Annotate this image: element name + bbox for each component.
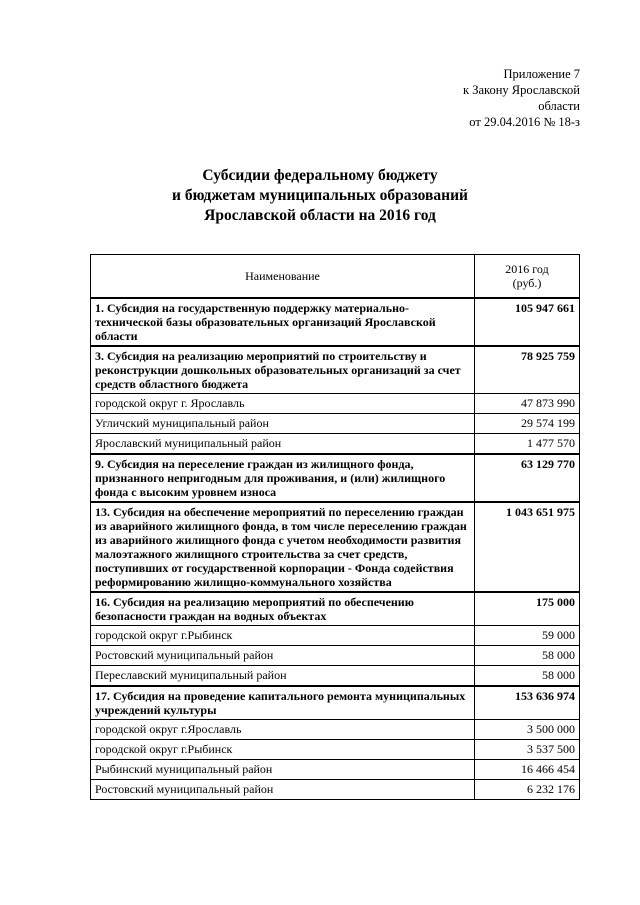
row-amount: 58 000 <box>475 646 580 666</box>
row-amount: 59 000 <box>475 626 580 646</box>
appendix-note <box>360 66 580 130</box>
appendix-line: к Закону Ярославской <box>463 83 580 97</box>
subsidy-row <box>91 454 580 502</box>
row-amount: 175 000 <box>475 592 580 626</box>
recipient-row <box>91 780 580 800</box>
appendix-line: от 29.04.2016 № 18-з <box>469 115 580 129</box>
row-amount: 1 043 651 975 <box>475 502 580 592</box>
row-amount: 3 537 500 <box>475 740 580 760</box>
row-amount: 105 947 661 <box>475 298 580 346</box>
recipient-row <box>91 626 580 646</box>
row-name: Рыбинский муниципальный район <box>91 760 475 780</box>
row-name: городской округ г. Ярославль <box>91 394 475 414</box>
row-name: 3. Субсидия на реализацию мероприятий по строительству и реконструкции дошкольных образовательных организаций за счет средств областного бюджета <box>91 346 475 394</box>
row-name: городской округ г.Рыбинск <box>91 740 475 760</box>
row-amount: 153 636 974 <box>475 686 580 720</box>
appendix-line: области <box>538 99 580 113</box>
row-name: 9. Субсидия на переселение граждан из жилищного фонда, признанного непригодным для проживания, и (или) жилищного фонда с высоким уровнем износа <box>91 454 475 502</box>
column-header-year <box>475 255 580 299</box>
row-name: Переславский муниципальный район <box>91 666 475 687</box>
row-amount: 47 873 990 <box>475 394 580 414</box>
table-body <box>91 298 580 800</box>
recipient-row <box>91 414 580 434</box>
header-unit-label: (руб.) <box>512 276 542 290</box>
row-amount: 1 477 570 <box>475 434 580 455</box>
title-line: и бюджетам муниципальных образований <box>172 187 468 204</box>
document-title <box>0 166 640 226</box>
subsidy-row <box>91 686 580 720</box>
subsidies-table <box>90 254 580 800</box>
subsidy-row <box>91 346 580 394</box>
title-line: Ярославской области на 2016 год <box>204 207 436 224</box>
recipient-row <box>91 666 580 687</box>
row-name: Угличский муниципальный район <box>91 414 475 434</box>
row-name: Ростовский муниципальный район <box>91 780 475 800</box>
subsidy-row <box>91 592 580 626</box>
row-amount: 16 466 454 <box>475 760 580 780</box>
table-header-row <box>91 255 580 299</box>
recipient-row <box>91 720 580 740</box>
row-amount: 6 232 176 <box>475 780 580 800</box>
recipient-row <box>91 760 580 780</box>
row-name: городской округ г.Рыбинск <box>91 626 475 646</box>
header-year-label: 2016 год <box>505 262 549 276</box>
recipient-row <box>91 434 580 455</box>
row-amount: 58 000 <box>475 666 580 687</box>
row-name: Ярославский муниципальный район <box>91 434 475 455</box>
row-name: городской округ г.Ярославль <box>91 720 475 740</box>
appendix-line: Приложение 7 <box>503 67 580 81</box>
row-name: Ростовский муниципальный район <box>91 646 475 666</box>
row-name: 13. Субсидия на обеспечение мероприятий по переселению граждан из аварийного жилищного фонда, в том числе переселению граждан из аварийного жилищного фонда с учетом необходимости развития малоэтажного жилищного строительства за счет средств, поступивших от государственной корпорации - Фонда содействия реформированию жилищно-коммунального хозяйства <box>91 502 475 592</box>
title-line: Субсидии федеральному бюджету <box>202 167 438 184</box>
row-name: 16. Субсидия на реализацию мероприятий по обеспечению безопасности граждан на водных объектах <box>91 592 475 626</box>
column-header-name: Наименование <box>91 255 475 299</box>
recipient-row <box>91 394 580 414</box>
recipient-row <box>91 740 580 760</box>
subsidy-row <box>91 502 580 592</box>
row-name: 17. Субсидия на проведение капитального ремонта муниципальных учреждений культуры <box>91 686 475 720</box>
row-amount: 63 129 770 <box>475 454 580 502</box>
row-amount: 29 574 199 <box>475 414 580 434</box>
subsidy-row <box>91 298 580 346</box>
recipient-row <box>91 646 580 666</box>
row-name: 1. Субсидия на государственную поддержку материально-технической базы образовательных организаций Ярославской области <box>91 298 475 346</box>
row-amount: 3 500 000 <box>475 720 580 740</box>
row-amount: 78 925 759 <box>475 346 580 394</box>
